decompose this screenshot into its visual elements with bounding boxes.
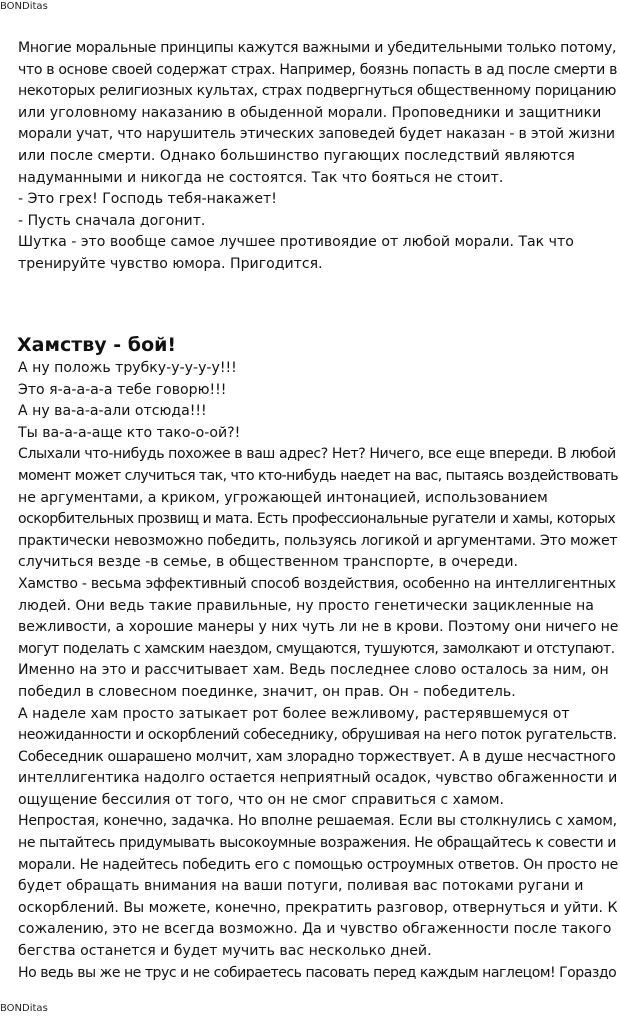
text-line: практически невозможно победить, пользуясь логикой и аргументами. Это может (18, 532, 618, 549)
page-header-label: BONDitas (0, 1, 48, 12)
text-line: будет обращать внимания на ваши потуги, поливая вас потоками ругани и (18, 878, 584, 895)
text-line: - Это грех! Господь тебя-накажет! (18, 191, 277, 208)
text-line: А наделе хам просто затыкает рот более вежливому, растерявшемуся от (18, 705, 570, 722)
text-line: Это я-а-а-а-а тебе говорю!!! (18, 381, 227, 398)
text-line: победил в словесном поединке, значит, он прав. Он - победитель. (18, 683, 516, 700)
intro-paragraph (18, 38, 618, 276)
text-line: что в основе своей содержат страх. Например, боязнь попасть в ад после смерти в (18, 61, 618, 78)
text-line: ощущение бессилия от того, что он не смог справиться с хамом. (18, 791, 505, 808)
text-line: морали учат, что нарушитель этических заповедей будет наказан - в этой жизни (18, 126, 615, 143)
page-footer-label: BONDitas (0, 1003, 48, 1014)
text-line: тренируйте чувство юмора. Пригодится. (18, 255, 323, 272)
text-line: Но ведь вы же не трус и не собираетесь пасовать перед каждым наглецом! Гораздо (18, 964, 617, 981)
text-line: - Пусть сначала догонит. (18, 212, 206, 229)
text-line: Многие моральные принципы кажутся важными и убедительными только потому, (18, 40, 617, 56)
text-line: не аргументами, а криком, угрожающей интонацией, использованием (18, 489, 548, 506)
text-line: или после смерти. Однако большинство пугающих последствий являются (18, 147, 575, 164)
text-line: оскорбительных прозвищ и мата. Есть профессиональные ругатели и хамы, которых (18, 511, 616, 528)
text-line: Хамство - весьма эффективный способ воздействия, особенно на интеллигентных (18, 575, 616, 592)
text-line: не пытайтесь придумывать высокоумные возражения. Не обращайтесь к совести и (18, 835, 617, 852)
text-line: вежливости, а хорошие манеры у них чуть ли не в крови. Поэтому они ничего не (18, 619, 619, 636)
text-line: момент может случиться так, что кто-нибудь наедет на вас, пытаясь воздействовать (18, 467, 619, 484)
text-line: интеллигентика надолго остается неприятный осадок, чувство обгаженности и (18, 770, 618, 787)
text-line: или уголовному наказанию в обыденной морали. Проповедники и защитники (18, 104, 602, 121)
section-title: Хамству - бой! (17, 334, 177, 356)
text-line: людей. Они ведь такие правильные, ну просто генетически зацикленные на (18, 597, 594, 614)
text-line: А ну ва-а-а-али отсюда!!! (18, 403, 207, 420)
text-line: Собеседник ошарашено молчит, хам злорадно торжествует. А в душе несчастного (18, 748, 616, 765)
text-line: некоторых религиозных культах, страх подвергнуться общественному порицанию (18, 83, 616, 100)
text-line: Слыхали что-нибудь похожее в ваш адрес? Нет? Ничего, все еще впереди. В любой (18, 446, 616, 463)
text-line: сожалению, это не всегда возможно. Да и чувство обгаженности после такого (18, 921, 612, 938)
section-body (18, 358, 618, 984)
text-line: Ты ва-а-а-аще кто тако-о-ой?! (18, 424, 241, 441)
text-line: случиться везде -в семье, в общественном транспорте, в очереди. (18, 554, 518, 571)
text-line: Непростая, конечно, задачка. Но вполне решаемая. Если вы столкнулись с хамом, (18, 813, 617, 830)
text-line: бегства останется и будет мучить вас несколько дней. (18, 943, 432, 960)
text-line: морали. Не надейтесь победить его с помощью остроумных ответов. Он просто не (18, 856, 618, 873)
text-line: неожиданности и оскорблений собеседнику, обрушивая на него поток ругательств. (18, 727, 617, 744)
text-line: Именно на это и рассчитывает хам. Ведь последнее слово осталось за ним, он (18, 662, 609, 679)
text-line: Шутка - это вообще самое лучшее противоядие от любой морали. Так что (18, 234, 574, 251)
text-line: могут поделать с хамским наездом, смущаются, тушуются, замолкают и отступают. (18, 640, 615, 657)
text-line: надуманными и никогда не состоятся. Так что бояться не стоит. (18, 169, 504, 186)
text-line: оскорблений. Вы можете, конечно, прекратить разговор, отвернуться и уйти. К (18, 899, 618, 916)
text-line: А ну положь трубку-у-у-у-у!!! (18, 360, 237, 376)
